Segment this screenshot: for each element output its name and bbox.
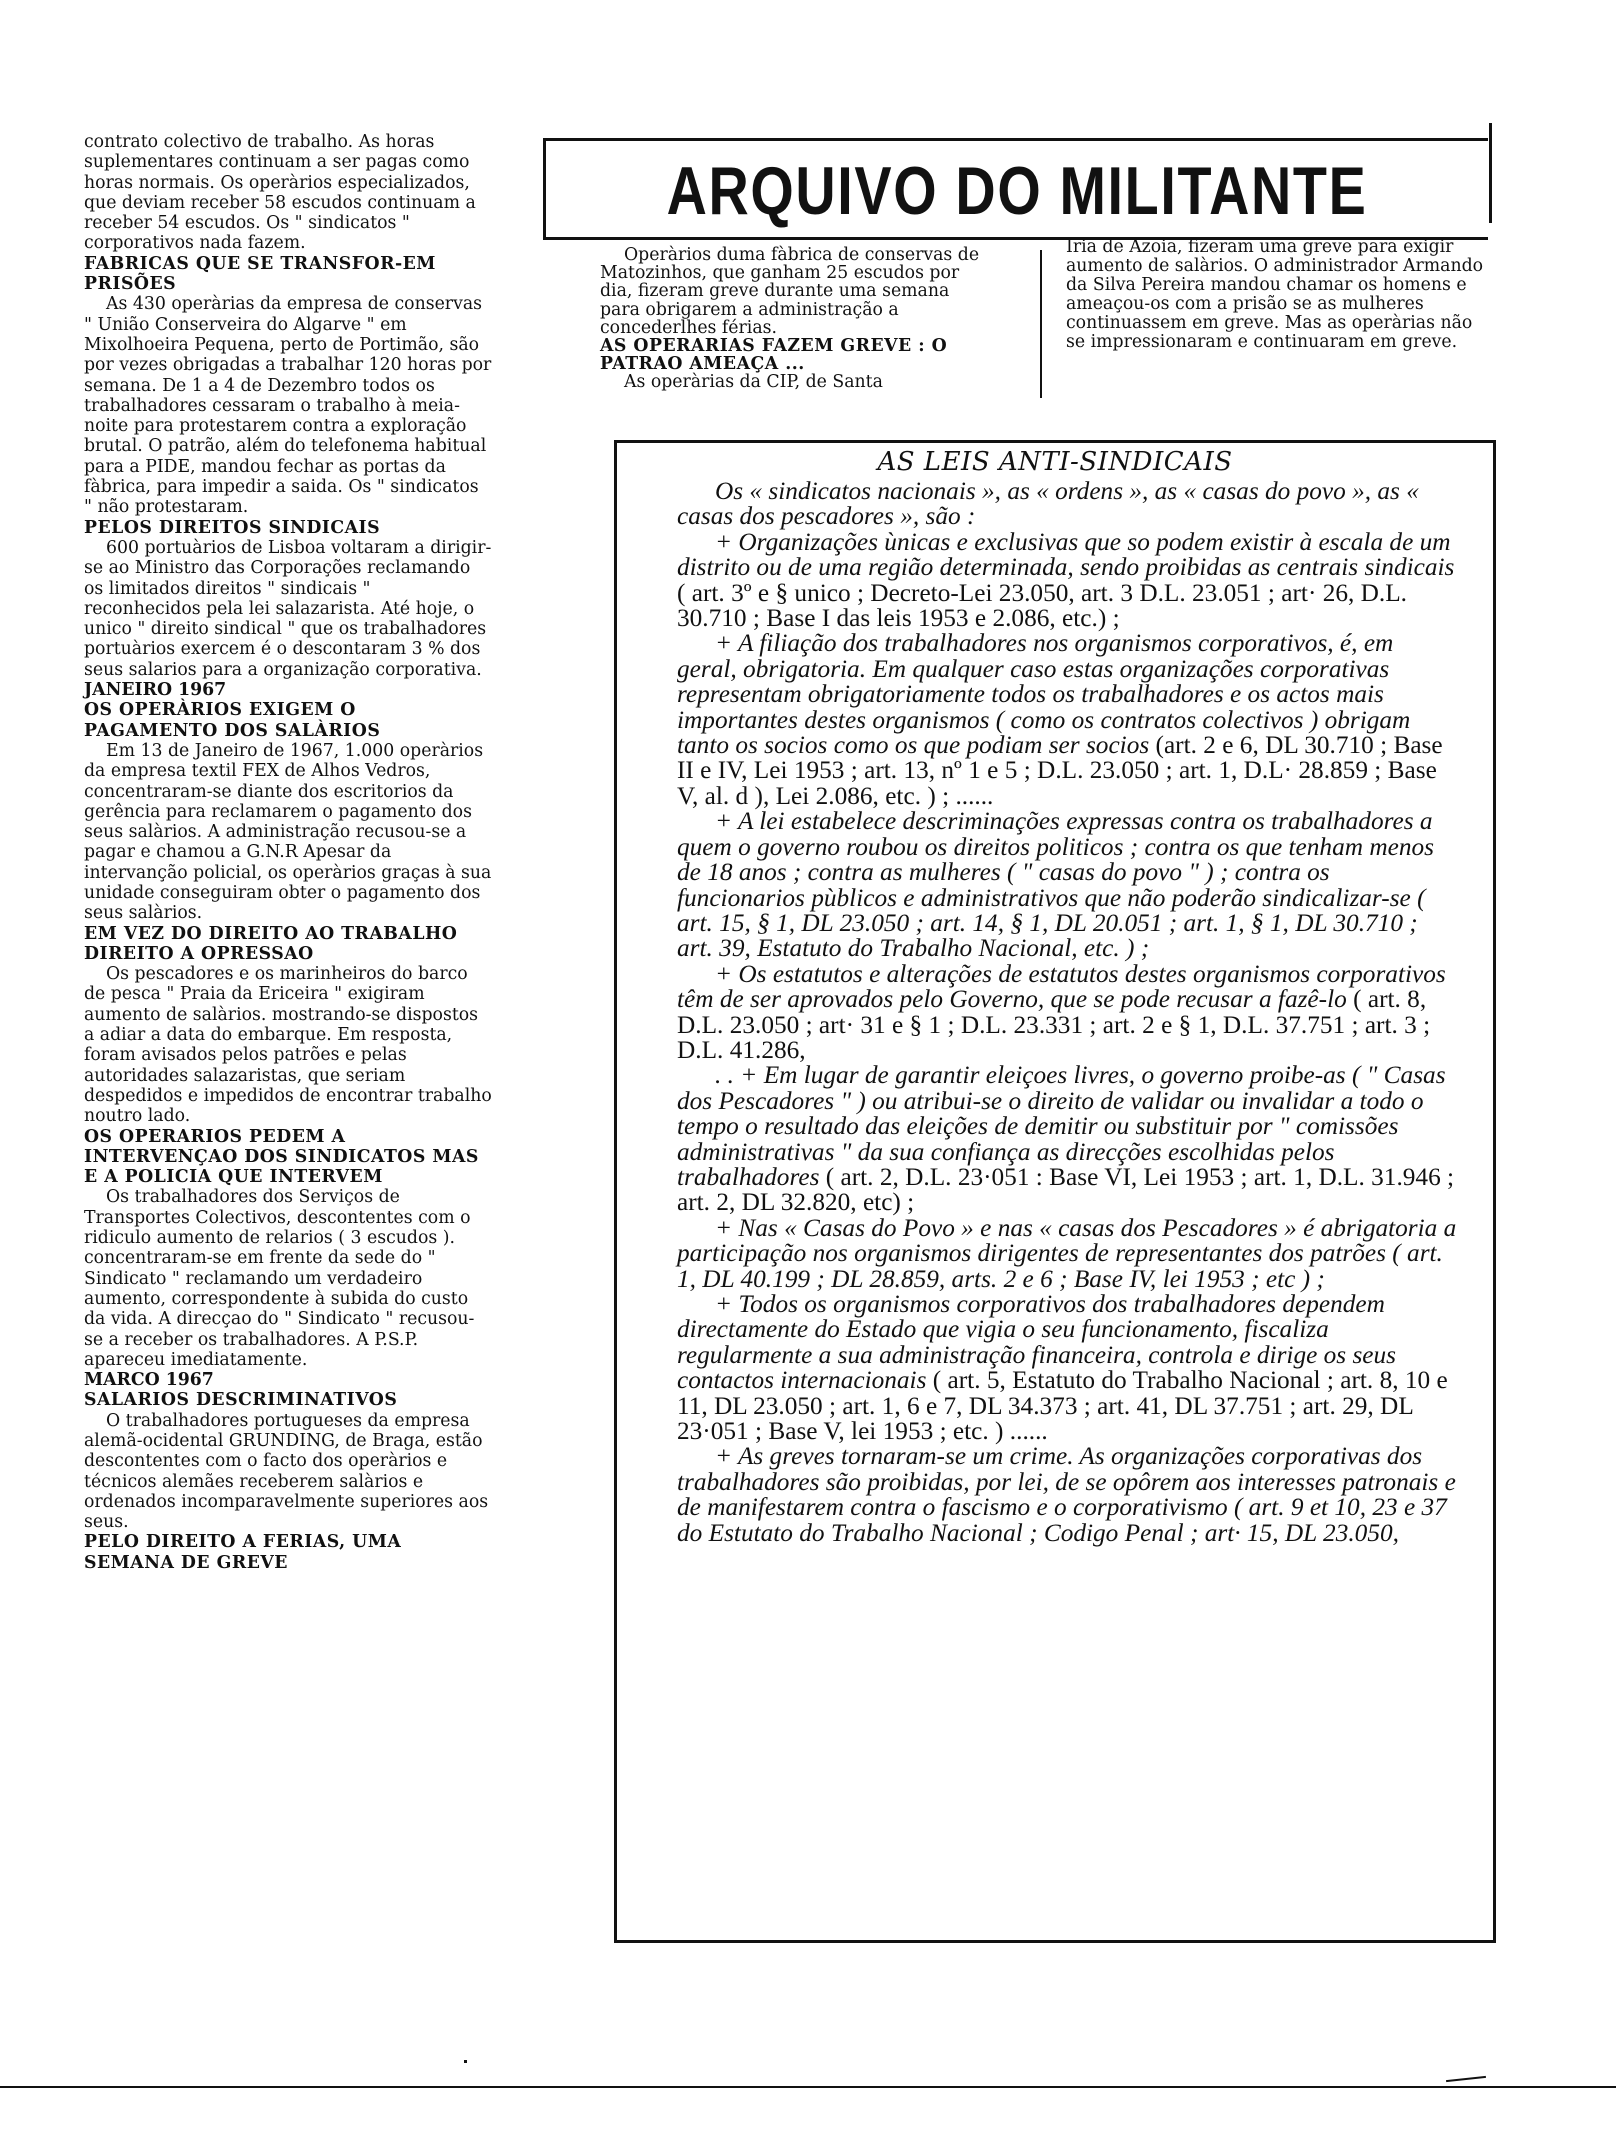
section-heading: PELOS DIREITOS SINDICAIS — [84, 517, 381, 538]
law-item-citation: ( art. 8, D.L. 23.050 ; art· 31 e § 1 ; D.L. 23.331 ; art. 2 e § 1, D.L. 37.751 ; art. 3 ; D.L. 41.286, — [677, 985, 1431, 1064]
masthead-box — [543, 138, 1488, 240]
law-item-text: + Os estatutos e alterações de estatutos destes organismos corporativos têm de ser aprovados pelo Governo, que se pode recusar a fazê-lo — [677, 959, 1446, 1014]
law-item — [677, 1292, 1457, 1444]
law-item-text: + Organizações ùnicas e exclusivas que so podem existir à escala de um distrito ou de uma região determinada, sendo proibidas as centrais sindicais — [677, 527, 1455, 582]
law-item-text: + Nas « Casas do Povo » e nas « casas dos Pescadores » é abrigatoria a participação nos organismos dirigentes de representantes dos patrões ( art. 1, DL 40.199 ; DL 28.859, arts. 2 e 6 ; Base IV, lei 1953 ; etc ) ; — [677, 1213, 1457, 1293]
law-item-citation: ( art. 2, D.L. 23·051 : Base VI, Lei 1953 ; art. 1, D.L. 31.946 ; art. 2, DL 32.820, etc) ; — [677, 1162, 1455, 1217]
article-paragraph: As operàrias da CIP, de Santa — [624, 372, 883, 393]
section-heading: PELO DIREITO A FERIAS, UMA SEMANA DE GREVE — [84, 1532, 402, 1573]
date-heading: MARCO 1967 — [84, 1370, 214, 1391]
law-item-citation: ( art. 3º e § unico ; Decreto-Lei 23.050, art. 3 D.L. 23.051 ; art· 26, D.L. 30.710 ; Base I das leis 1953 e 2.086, etc.) ; — [677, 578, 1408, 633]
law-item — [677, 1444, 1457, 1546]
masthead-title: ARQUIVO DO MILITANTE — [666, 153, 1368, 229]
law-item — [677, 809, 1457, 961]
law-box-body — [677, 479, 1457, 1546]
date-heading: JANEIRO 1967 — [84, 680, 227, 701]
law-items — [677, 527, 1457, 1547]
print-mark — [464, 2060, 467, 2063]
section-heading: FABRICAS QUE SE TRANSFOR-EM PRISÕES — [84, 253, 436, 295]
article-paragraph: 600 portuàrios de Lisboa voltaram a dirigir-se ao Ministro das Corporações reclamando os limitados direitos " sindicais " reconhecidos pela lei salazarista. Até hoje, o unico " direito sindical " que os trabalhadores portuàrios exercem é o descontaram 3 % dos seus salarios para a organização corporativa. — [84, 537, 492, 680]
law-intro: Os « sindicatos nacionais », as « ordens », as « casas do povo », as « casas dos pescadores », são : — [677, 477, 1419, 531]
top-right-column-2 — [1066, 238, 1492, 352]
law-item-citation: ( art. 5, Estatuto do Trabalho Nacional ; art. 8, 10 e 11, DL 23.050 ; art. 1, 6 e 7, DL 34.373 ; art. 41, DL 37.751 ; art. 29, DL 23·051 ; Base V, lei 1953 ; etc. ) ...... — [677, 1366, 1448, 1446]
law-item — [677, 1213, 1457, 1293]
law-item-text: + A lei estabelece descriminações expressas contra os trabalhadores a quem o governo roubou os direitos politicos ; contra os que tenham menos de 18 anos ; contra as mulheres ( " casas do povo " ) ; contra os funcionarios pùblicos e administrativos que não poderão sindicalizar-se ( art. 15, § 1, DL 23.050 ; art. 14, § 1, DL 20.051 ; art. 1, § 1, DL 30.710 ; art. 39, Estatuto do Trabalho Nacional, etc. ) ; — [677, 807, 1434, 963]
bottom-rule-flourish — [1446, 2076, 1486, 2082]
article-paragraph: contrato colectivo de trabalho. As horas suplementares continuam a ser pagas como horas normais. Os operàrios especializados, que deviam receber 58 escudos continuam a receber 54 escudos. Os " sindicatos " corporativos nada fazem. — [84, 132, 476, 254]
article-paragraph: Operàrios duma fàbrica de conservas de Matozinhos, que ganham 25 escudos por dia, fizeram greve durante uma semana para obrigarem a administração a concederlhes férias. — [600, 245, 980, 338]
law-item — [677, 1063, 1457, 1215]
article-paragraph: Os pescadores e os marinheiros do barco de pesca " Praia da Ericeira " exigiram aumento de salàrios. mostrando-se dispostos a adiar a data do embarque. Em resposta, foram avisados pelos patrões e pelas autoridades salazaristas, que seriam despedidos e impedidos de encontrar trabalho noutro lado. — [84, 964, 492, 1127]
masthead-right-rule — [1489, 123, 1492, 223]
section-heading: SALARIOS DESCRIMINATIVOS — [84, 1390, 398, 1411]
section-heading: OS OPERÀRIOS EXIGEM O PAGAMENTO DOS SALÀRIOS — [84, 700, 381, 741]
law-item-text: + As greves tornaram-se um crime. As organizações corporativas dos trabalhadores são proibidas, por lei, de se opôrem aos interesses patronais e de manifestarem contra o fascismo e o corporativismo ( art. 9 et 10, 23 e 37 do Estutato do Trabalho Nacional ; Codigo Penal ; art· 15, DL 23.050, — [677, 1442, 1456, 1547]
article-paragraph: Em 13 de Janeiro de 1967, 1.000 operàrios da empresa textil FEX de Alhos Vedros, concentraram-se diante dos escritorios da gerência para reclamarem o pagamento dos seus salàrios. A administração recusou-se a pagar e chamou a G.N.R Apesar da intervanção policial, os operàrios graças à sua unidade conseguiram obter o pagamento dos seus salàrios. — [84, 740, 492, 924]
section-heading: EM VEZ DO DIREITO AO TRABALHO DIREITO A OPRESSAO — [84, 923, 458, 964]
bottom-rule — [0, 2086, 1616, 2088]
law-item-text: + Todos os organismos corporativos dos trabalhadores dependem directamente do Estado que vigia o seu funcionamento, fiscaliza regularmente a sua administração financeira, controla e dirige os seus contactos internacionais — [677, 1290, 1397, 1395]
law-box-title: AS LEIS ANTI-SINDICAIS — [877, 447, 1233, 477]
top-right-column-1 — [600, 246, 994, 392]
article-paragraph: O trabalhadores portugueses da empresa alemã-ocidental GRUNDING, de Braga, estão descontentes com o facto dos operàrios e técnicos alemães receberem salàrios e ordenados incomparavelmente superiores aos seus. — [84, 1410, 489, 1533]
section-heading: OS OPERARIOS PEDEM A INTERVENÇAO DOS SINDICATOS MAS E A POLICIA QUE INTERVEM — [84, 1126, 479, 1188]
law-item — [677, 959, 1457, 1064]
law-item — [677, 631, 1457, 809]
left-column — [84, 132, 492, 1573]
law-item-text: . . + Em lugar de garantir eleiçoes livres, o governo proibe-as ( " Casas dos Pescadores " ) ou atribui-se o direito de validar ou invalidar a todo o tempo o resultado das eleições de demitir ou substituir por " comissões administrativas " da sua confiança as direcções escolhidas pelos trabalhadores — [677, 1061, 1446, 1191]
section-heading: AS OPERARIAS FAZEM GREVE : O PATRAO AMEAÇA ... — [600, 336, 948, 375]
law-item-citation: (art. 2 e 6, DL 30.710 ; Base II e IV, Lei 1953 ; art. 13, nº 1 e 5 ; D.L. 23.050 ; art. 1, D.L· 28.859 ; Base V, al. d ), Lei 2.086, etc. ) ; ...... — [677, 731, 1443, 810]
law-item-text: + A filiação dos trabalhadores nos organismos corporativos, é, em geral, obrigatoria. Em qualquer caso estas organizações corporativas representam obrigatoriamente todos os trabalhadores e os actos mais importantes destes organismos ( como os contratos colectivos ) obrigam tanto os socios como os que podiam ser socios — [677, 629, 1411, 760]
article-paragraph: As 430 operàrias da empresa de conservas " União Conserveira do Algarve " em Mixolhoeira Pequena, perto de Portimão, são por vezes obrigadas a trabalhar 120 horas por semana. De 1 a 4 de Dezembro todos os trabalhadores cessaram o trabalho à meia-noite para protestarem contra a exploração brutal. O patrão, além do telefonema habitual para a PIDE, mandou fechar as portas da fàbrica, para impedir a saida. Os " sindicatos " não protestaram. — [84, 294, 492, 518]
law-item — [677, 527, 1457, 633]
article-paragraph: Iria de Azoia, fizeram uma greve para exigir aumento de salàrios. O administrador Armando da Silva Pereira mandou chamar os homens e ameaçou-os com a prisão se as mulheres continuassem em greve. Mas as operàrias não se impressionaram e continuaram em greve. — [1066, 237, 1484, 352]
anti-sindicais-box — [614, 440, 1496, 1943]
article-paragraph: Os trabalhadores dos Serviços de Transportes Colectivos, descontentes com o ridiculo aumento de relarios ( 3 escudos ). concentraram-se em frente da sede do " Sindicato " reclamando um verdadeiro aumento, correspondente à subida do custo da vida. A direcçao do " Sindicato " recusou-se a receber os trabalhadores. A P.S.P. apareceu imediatamente. — [84, 1187, 475, 1370]
column-divider — [1040, 250, 1042, 398]
